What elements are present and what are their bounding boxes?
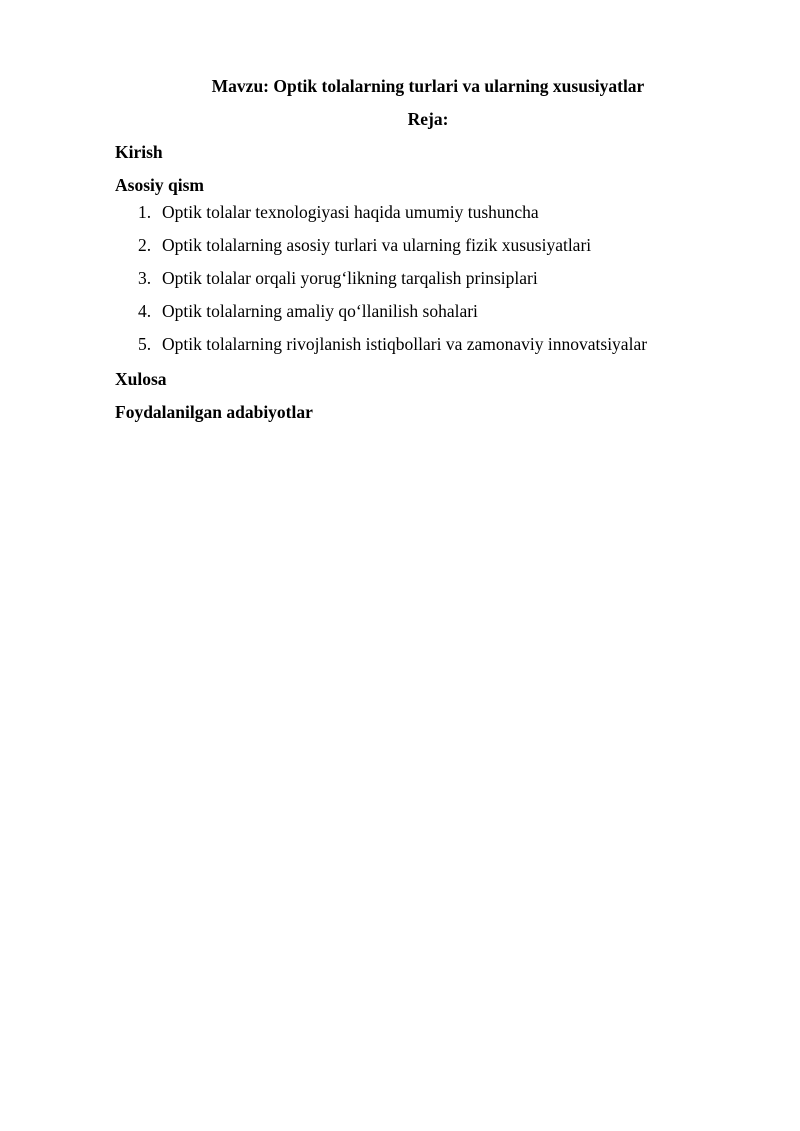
list-item-text: Optik tolalar orqali yorug‘likning tarqalish prinsiplari	[162, 268, 538, 288]
list-item-text: Optik tolalarning amaliy qo‘llanilish sohalari	[162, 301, 478, 321]
plan-heading: Reja:	[407, 109, 449, 129]
list-item-number: 4.	[138, 301, 152, 321]
list-item-number: 1.	[138, 202, 152, 222]
list-item-text: Optik tolalarning rivojlanish istiqbollari va zamonaviy innovatsiyalar	[162, 334, 648, 354]
section-conclusion: Xulosa	[115, 369, 167, 389]
list-item-text: Optik tolalar texnologiyasi haqida umumiy tushuncha	[162, 202, 539, 222]
section-references: Foydalanilgan adabiyotlar	[115, 402, 313, 422]
list-item-number: 2.	[138, 235, 152, 255]
list-item-text: Optik tolalarning asosiy turlari va ularning fizik xususiyatlari	[162, 235, 592, 255]
list-item-number: 5.	[138, 334, 152, 354]
list-item-number: 3.	[138, 268, 152, 288]
section-main-part: Asosiy qism	[115, 175, 204, 195]
section-intro: Kirish	[115, 142, 163, 162]
page-title: Mavzu: Optik tolalarning turlari va ularning xususiyatlar	[211, 76, 645, 96]
